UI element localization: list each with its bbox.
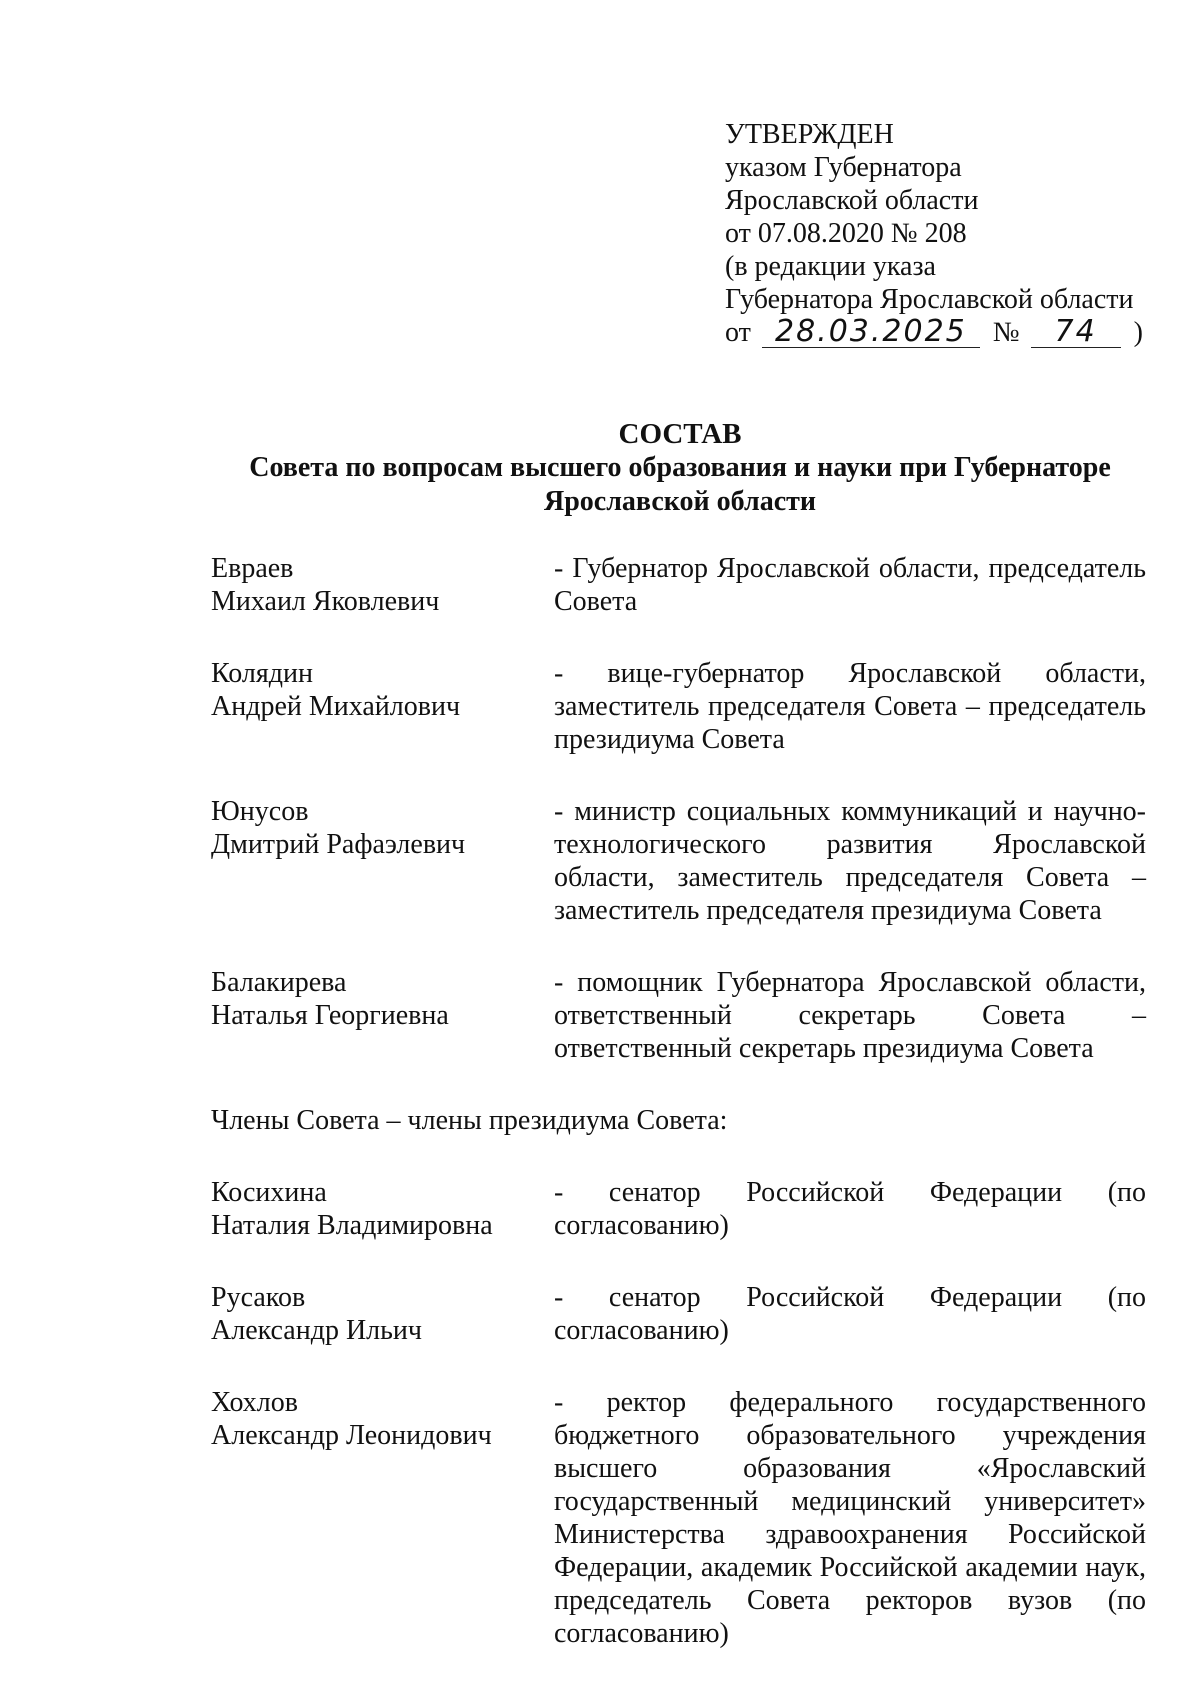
member-given-names: Дмитрий Рафаэлевич — [211, 829, 466, 860]
member-given-names: Наталия Владимировна — [211, 1210, 493, 1241]
member-role: - ректор федерального государственного бюджетного образовательного учреждения высшего образования «Ярославский государственный медицинский университет» Министерства здравоохранения Российской Федерации, академик Российской академии наук, председатель Совета ректоров вузов (по согласованию) — [554, 1387, 1146, 1649]
member-entry — [211, 1281, 1146, 1347]
member-given-names: Михаил Яковлевич — [211, 586, 440, 617]
member-surname: Косихина — [211, 1177, 327, 1208]
approval-heading: УТВЕРЖДЕН — [725, 119, 894, 150]
member-entry — [211, 552, 1146, 618]
member-role: - Губернатор Ярославской области, председатель Совета — [554, 553, 1146, 617]
member-role: - сенатор Российской Федерации (по согласованию) — [554, 1282, 1146, 1346]
member-entry — [211, 657, 1146, 756]
handwritten-date: 28.03.2025 — [774, 314, 967, 349]
member-surname: Колядин — [211, 658, 313, 689]
member-name — [211, 1386, 554, 1650]
member-entry — [211, 795, 1146, 927]
member-surname: Балакирева — [211, 967, 347, 998]
member-name — [211, 795, 554, 927]
member-given-names: Наталья Георгиевна — [211, 1000, 449, 1031]
member-surname: Русаков — [211, 1282, 306, 1313]
document-title: СОСТАВ — [618, 418, 742, 450]
approval-governor-line: Губернатора Ярославской области — [725, 284, 1134, 315]
member-surname: Хохлов — [211, 1387, 298, 1418]
document-subtitle-line1: Совета по вопросам высшего образования и науки при Губернаторе — [249, 452, 1111, 483]
handwritten-number-field — [1031, 314, 1121, 349]
member-role: - помощник Губернатора Ярославской области, ответственный секретарь Совета – ответственный секретарь президиума Совета — [554, 967, 1146, 1064]
member-name — [211, 1176, 554, 1242]
member-given-names: Александр Ильич — [211, 1315, 422, 1346]
approval-stamp-block — [725, 118, 1143, 349]
closing-paren: ) — [1133, 317, 1143, 348]
handwritten-number: 74 — [1054, 314, 1097, 349]
document-title-block — [200, 417, 1160, 519]
member-role: - министр социальных коммуникаций и научно-технологического развития Ярославской области, заместитель председателя Совета – заместитель председателя президиума Совета — [554, 796, 1146, 926]
member-role: - вице-губернатор Ярославской области, заместитель председателя Совета – председатель президиума Совета — [554, 658, 1146, 755]
member-name — [211, 552, 554, 618]
number-label: № — [992, 317, 1020, 348]
member-name — [211, 657, 554, 756]
member-entry — [211, 966, 1146, 1065]
member-entry — [211, 1386, 1146, 1650]
member-role: - сенатор Российской Федерации (по согласованию) — [554, 1177, 1146, 1241]
member-name — [211, 966, 554, 1065]
member-given-names: Александр Леонидович — [211, 1420, 492, 1451]
member-given-names: Андрей Михайлович — [211, 691, 461, 722]
member-surname: Юнусов — [211, 796, 309, 827]
council-roster — [211, 552, 1146, 1689]
approval-edition-line: (в редакции указа — [725, 251, 936, 282]
approval-region-line: Ярославской области — [725, 185, 979, 216]
handwritten-date-field — [762, 314, 980, 349]
document-subtitle-line2: Ярославской области — [543, 486, 817, 517]
approval-date-number-line: от 07.08.2020 № 208 — [725, 218, 967, 249]
member-surname: Евраев — [211, 553, 294, 584]
member-name — [211, 1281, 554, 1347]
presidium-section-label: Члены Совета – члены президиума Совета: — [211, 1105, 728, 1136]
approval-amendment-line — [725, 316, 1143, 349]
approval-decree-line: указом Губернатора — [725, 152, 962, 183]
from-label: от — [725, 317, 751, 348]
member-entry — [211, 1176, 1146, 1242]
